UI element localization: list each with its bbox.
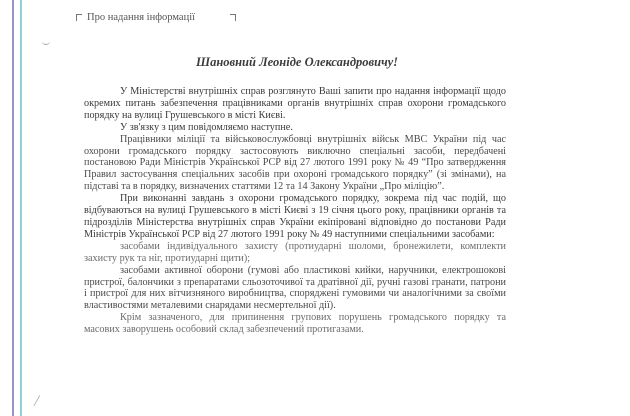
letter-body [84,86,506,336]
scan-edge-line-cyan [20,0,22,416]
paragraph: При виконанні завдань з охорони громадського порядку, зокрема під час подій, що відбуваються на вулиці Грушевського в місті Києві з 19 січня цього року, працівники органів та підрозділів Міністерства внутрішніх справ України екіпіровані відповідно до постанови Ради Міністрів Української РСР від 27 лютого 1991 року № 49 наступними спеціальними засобами: [84,193,506,240]
list-item: засобами активної оборони (гумові або пластикові кийки, наручники, електрошокові пристрої, балончики з препаратами сльозоточивої та дратівної дії, ручні газові гранати, патрони і пристрої для них вітчизняного виробництва, споряджені гумовими чи аналогічними за своїми властивостями металевими снарядами несмертельної дії). [84,264,506,312]
subject-block [76,12,236,28]
paragraph: У зв'язку з цим повідомляємо наступне. [120,121,293,133]
paragraph: Крім зазначеного, для припинення групових порушень громадського порядку та масових заворушень особовий склад забезпечений протигазами. [84,312,506,336]
paragraph: У Міністерстві внутрішніх справ розглянуто Ваші запити про надання інформації щодо окремих питань забезпечення працівниками органів внутрішніх справ охорони громадського порядку на вулиці Грушевського в місті Києві. [84,86,506,121]
paragraph: Працівники міліції та військовослужбовці внутрішніх військ МВС України під час охорони громадського порядку застосовують виключно спеціальні засоби, передбачені постановою Ради Міністрів Української РСР від 27 лютого 1991 року № 49 “Про затвердження Правил застосування спеціальних засобів при охороні громадського порядку” (зі змінами), на підставі та в порядку, визначених статтями 12 та 14 Закону України „Про міліцію”. [84,133,506,193]
bracket-left-icon [76,14,82,21]
scan-mark-icon [33,395,45,409]
scan-mark-icon [42,40,50,45]
subject-line: Про надання інформації [87,12,196,23]
list-item: засобами індивідуального захисту (протиударні шоломи, бронежилети, комплекти захисту рук та ніг, протиударні щити); [84,240,506,264]
salutation: Шановний Леоніде Олександровичу! [196,55,399,69]
scan-edge-line-purple [12,0,14,416]
bracket-right-icon [230,14,236,21]
